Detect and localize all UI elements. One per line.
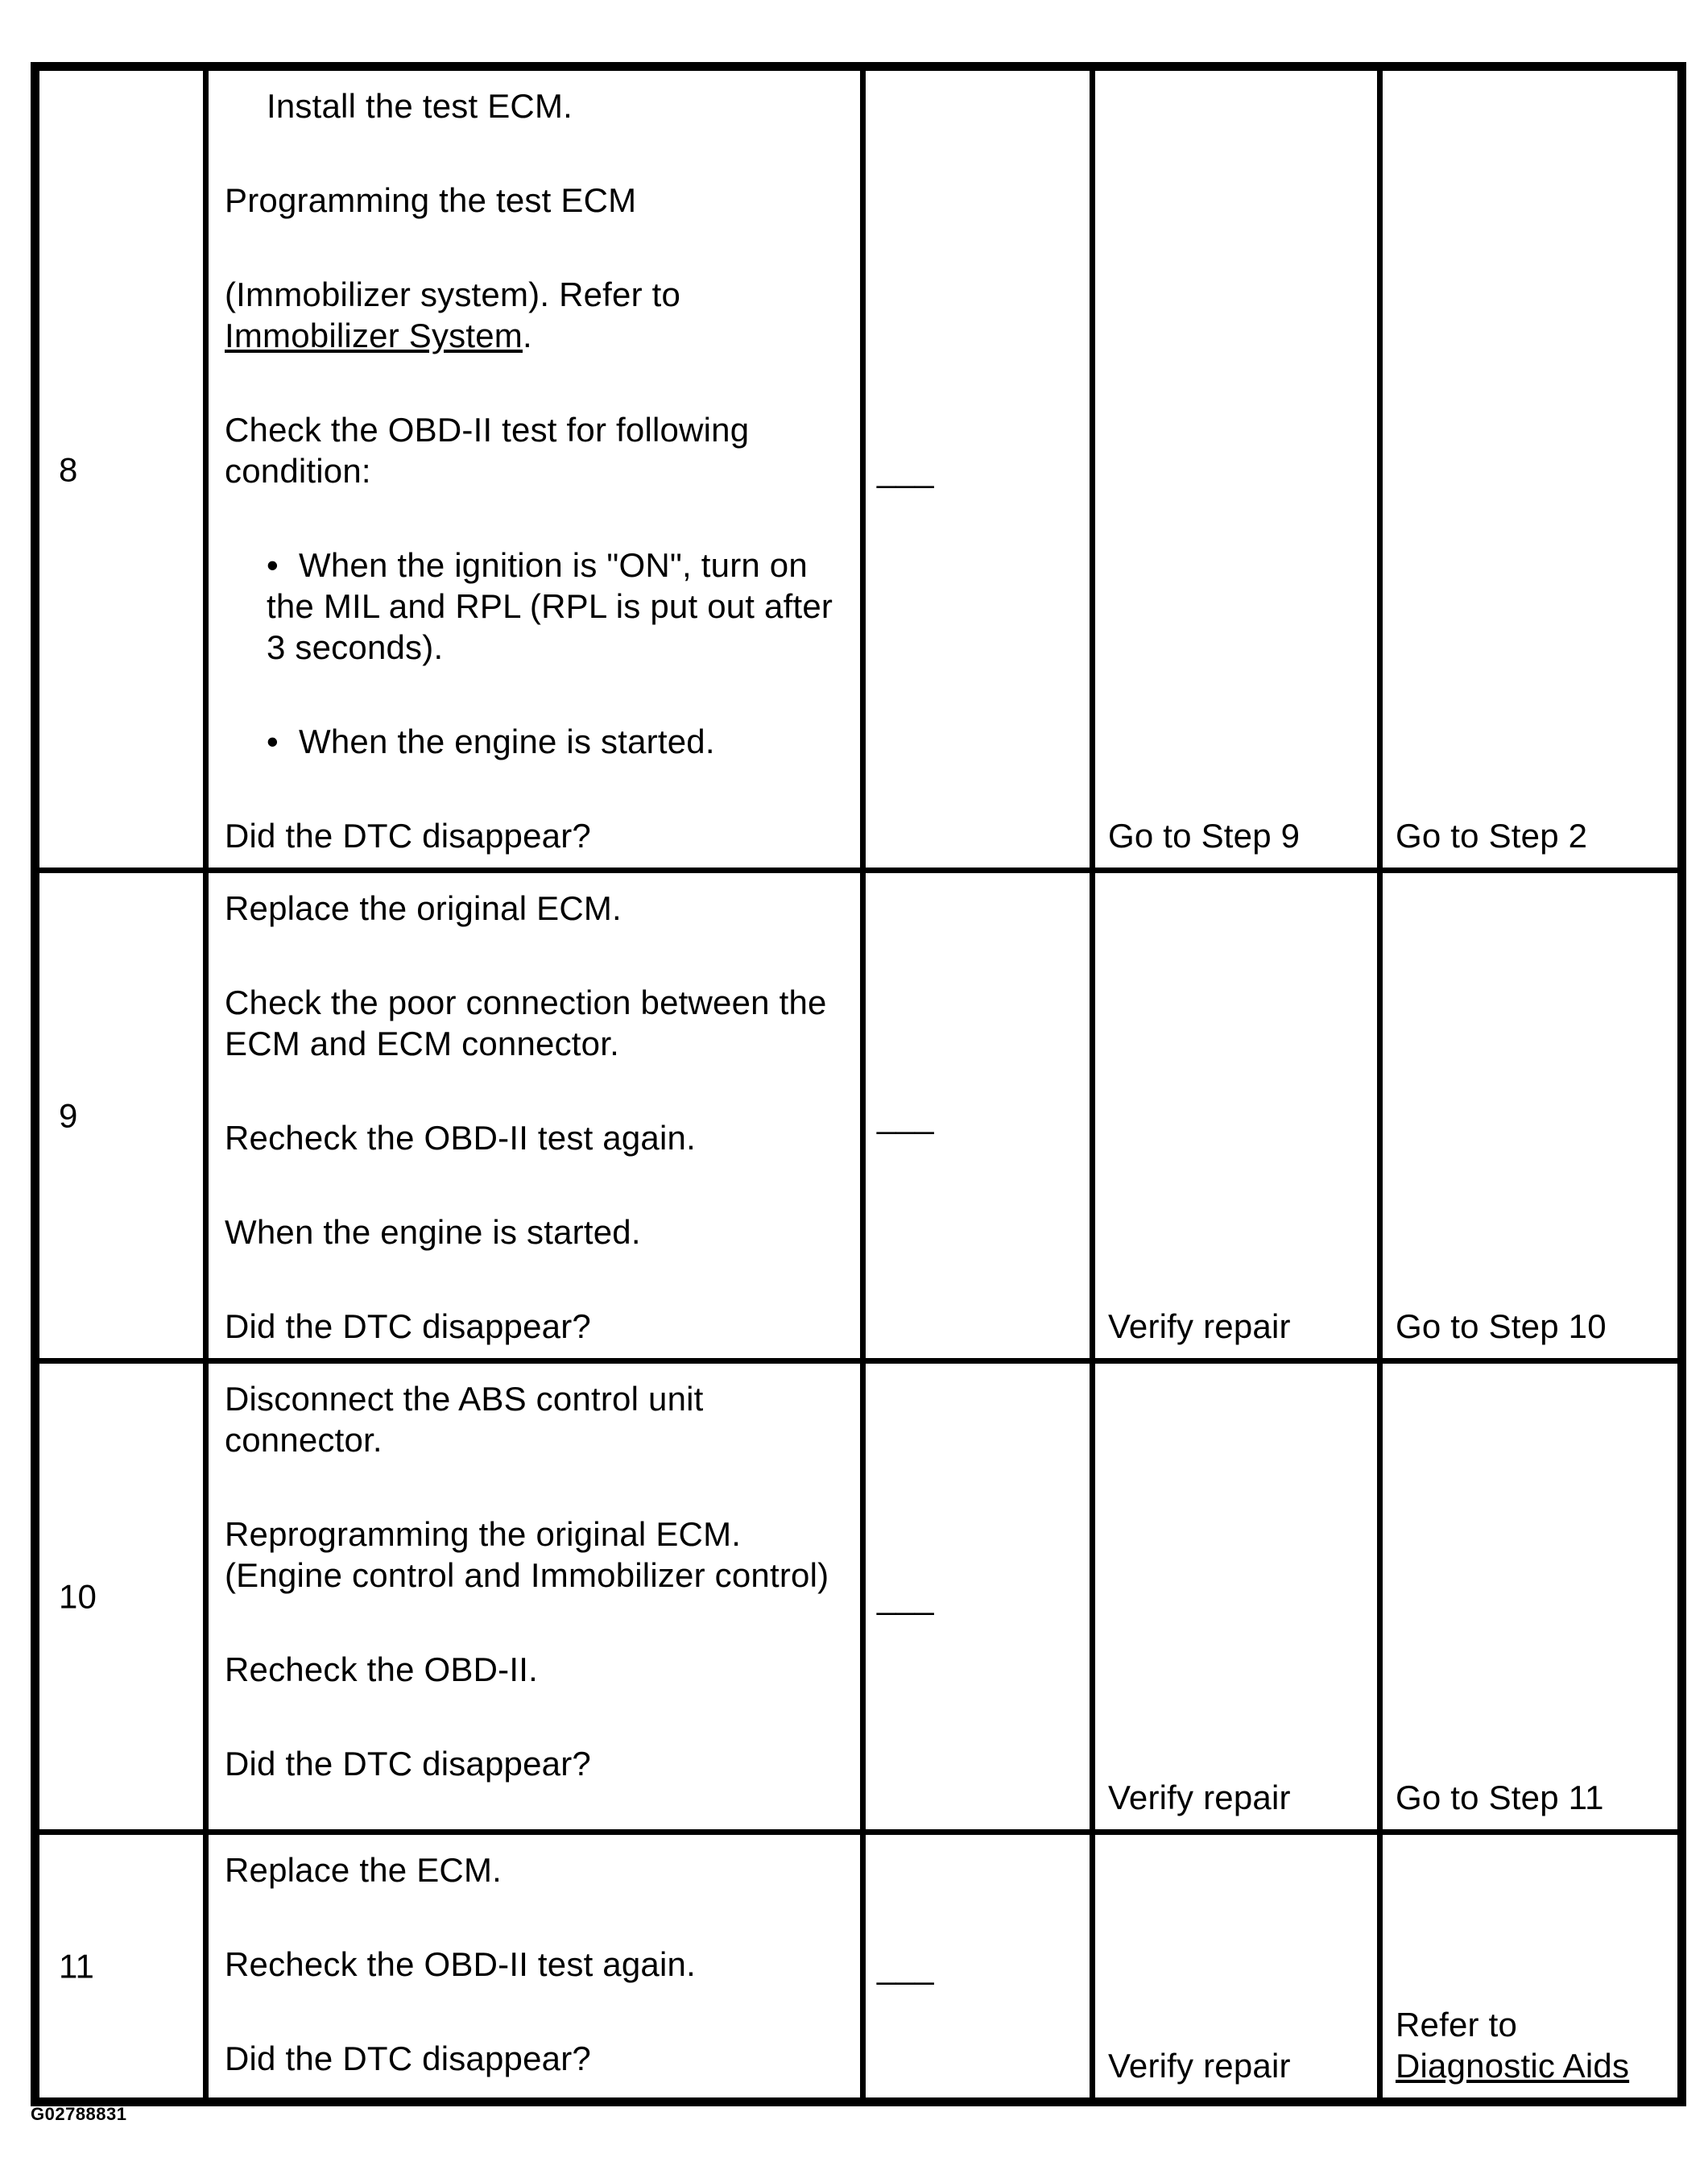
yes-result: Verify repair (1108, 1779, 1291, 1816)
figure-id: G02788831 (31, 2104, 127, 2124)
step-number: 9 (59, 1096, 78, 1135)
action-item: Disconnect the ABS control unit connector. (225, 1380, 704, 1459)
action-item: Did the DTC disappear? (225, 1745, 591, 1783)
action-item: Replace the ECM. (225, 1851, 502, 1889)
yes-cell (1093, 1832, 1380, 2102)
no-result: Go to Step 2 (1396, 817, 1588, 855)
table-row (35, 67, 1682, 871)
table-row (35, 1832, 1682, 2102)
step-number: 10 (59, 1577, 97, 1616)
value-cell (863, 1361, 1093, 1832)
action-item: Did the DTC disappear? (225, 1307, 591, 1345)
table-row (35, 1361, 1682, 1832)
yes-result: Verify repair (1108, 1307, 1291, 1345)
action-item: (Immobilizer system). Refer to Immobilizer System. (225, 275, 681, 354)
action-item: Did the DTC disappear? (225, 817, 591, 855)
action-bullet-item: • When the engine is started. (267, 723, 715, 760)
action-item: Recheck the OBD-II test again. (225, 1945, 696, 1983)
immobilizer-system-link[interactable]: Immobilizer System (225, 317, 523, 354)
action-item: Install the test ECM. (267, 87, 573, 125)
step-number: 8 (59, 450, 78, 488)
action-cell (206, 871, 863, 1361)
yes-cell (1093, 871, 1380, 1361)
no-result: Go to Step 11 (1396, 1779, 1604, 1816)
action-list (209, 873, 860, 1358)
action-item: Reprogramming the original ECM. (Engine control and Immobilizer control) (225, 1515, 829, 1594)
action-item: Recheck the OBD-II. (225, 1650, 538, 1688)
no-cell (1380, 1832, 1682, 2102)
bullet-icon: • (267, 723, 279, 760)
step-cell (35, 871, 206, 1361)
value-cell (863, 1832, 1093, 2102)
yes-result: Go to Step 9 (1108, 817, 1301, 855)
action-cell (206, 1361, 863, 1832)
action-item: Programming the test ECM (225, 181, 637, 219)
yes-result: Verify repair (1108, 2047, 1291, 2085)
action-item: Recheck the OBD-II test again. (225, 1119, 696, 1157)
step-cell (35, 67, 206, 871)
value-text: ___ (877, 450, 934, 488)
value-text: ___ (877, 1947, 934, 1986)
action-item: Did the DTC disappear? (225, 2039, 591, 2077)
no-cell (1380, 67, 1682, 871)
value-text: ___ (877, 1577, 934, 1616)
value-cell (863, 67, 1093, 871)
diagnostic-table (31, 62, 1686, 2106)
action-list (209, 71, 860, 868)
no-result: Go to Step 10 (1396, 1307, 1607, 1345)
action-bullet-item: • When the ignition is "ON", turn on the MIL and RPL (RPL is put out after 3 seconds). (267, 546, 833, 666)
action-item: Replace the original ECM. (225, 889, 622, 927)
yes-cell (1093, 1361, 1380, 1832)
action-list (209, 1835, 860, 2090)
action-item: Check the poor connection between the ECM and ECM connector. (225, 983, 827, 1062)
yes-cell (1093, 67, 1380, 871)
action-cell (206, 67, 863, 871)
action-item: Check the OBD-II test for following condition: (225, 411, 750, 490)
action-item: When the engine is started. (225, 1213, 641, 1251)
value-cell (863, 871, 1093, 1361)
action-cell (206, 1832, 863, 2102)
bullet-icon: • (267, 546, 279, 584)
step-cell (35, 1361, 206, 1832)
action-list (209, 1364, 860, 1795)
step-cell (35, 1832, 206, 2102)
step-number: 11 (59, 1947, 94, 1986)
diagnostic-aids-link[interactable]: Diagnostic Aids (1396, 2047, 1630, 2085)
table-row (35, 871, 1682, 1361)
no-cell (1380, 1361, 1682, 1832)
value-text: ___ (877, 1096, 934, 1135)
no-cell (1380, 871, 1682, 1361)
no-result: Refer to Diagnostic Aids (1396, 2006, 1630, 2085)
